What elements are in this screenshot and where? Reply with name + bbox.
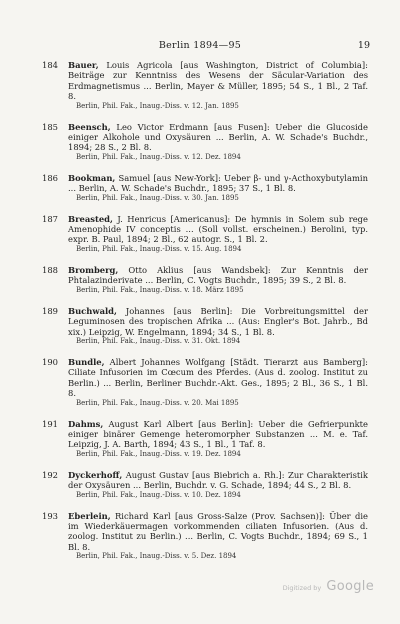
entry-text: Richard Karl [aus Gross-Salze (Prov. Sachsen)]: Über die im Wiederkäuermagen vorkommenden ciliaten Infusorien. (Aus d. zoolog. Institut zu Berlin.) ... Berlin, C. Vogts Buchdr., 1894; 69 S., 1 Bl. 8. [68, 510, 368, 552]
bibliography-entry [0, 122, 400, 163]
entry-number: 185 [42, 121, 58, 132]
entry-details: Berlin, Phil. Fak., Inaug.-Diss. v. 19. Dez. 1894 [76, 449, 241, 458]
entry-text: Louis Agricola [aus Washington, District of Columbia]: Beiträge zur Kenntniss des Wesens der Säcular-Variation des Erdmagnetismus ... Berlin, Mayer & Müller, 1895; 54 S., 1 Bl., 2 Taf. 8. [68, 60, 368, 102]
bibliography-entry [0, 419, 400, 460]
entry-author: Dahms, [68, 418, 104, 429]
entry-text: August Gustav [aus Biebrich a. Rh.]: Zur Charakteristik der Oxysäuren ... Berlin, Buchdr. v. G. Schade, 1894; 44 S., 2 Bl. 8. [68, 469, 368, 491]
entry-author: Eberlein, [68, 510, 111, 521]
entry-details: Berlin, Phil. Fak., Inaug.-Diss. v. 10. Dez. 1894 [76, 490, 241, 499]
entry-text: J. Henricus [Americanus]: De hymnis in Solem sub rege Amenophide IV conceptis ... (Soll vollst. erscheinen.) Berolini, typ. expr. B. Paul, 1894; 2 Bl., 62 autogr. S., 1 Bl. 2. [68, 213, 368, 245]
entry-body [68, 60, 368, 111]
entry-body [68, 214, 368, 255]
bibliography-entry [0, 470, 400, 500]
entry-details: Berlin, Phil. Fak., Inaug.-Diss. v. 31. Okt. 1894 [76, 336, 241, 345]
entry-number: 191 [42, 418, 58, 429]
bibliography-entry [0, 214, 400, 255]
entry-text: August Karl Albert [aus Berlin]: Ueber die Gefrierpunkte einiger binärer Gemenge heteromorpher Substanzen ... M. e. Taf. Leipzig, J. A. Barth, 1894; 43 S., 1 Bl., 1 Taf. 8. [68, 418, 368, 450]
entry-author: Bundle, [68, 356, 105, 367]
bibliography-entry [0, 173, 400, 203]
page-header [0, 40, 400, 54]
entry-body [68, 265, 368, 295]
watermark [283, 575, 374, 594]
entry-details: Berlin, Phil. Fak., Inaug.-Diss. v. 15. Aug. 1894 [76, 244, 242, 253]
entry-author: Breasted, [68, 213, 113, 224]
entry-author: Bauer, [68, 60, 99, 70]
entry-number: 184 [42, 60, 58, 70]
entry-number: 190 [42, 356, 58, 367]
entry-author: Beensch, [68, 121, 111, 132]
bibliography-entry [0, 511, 400, 562]
entry-body [68, 470, 368, 500]
entry-details: Berlin, Phil. Fak., Inaug.-Diss. v. 12. Dez. 1894 [76, 152, 241, 161]
entry-author: Bookman, [68, 172, 116, 183]
entry-number: 193 [42, 510, 58, 521]
entry-body [68, 419, 368, 460]
page-number: 19 [357, 40, 370, 51]
entry-author: Bromberg, [68, 264, 119, 275]
entry-number: 187 [42, 213, 58, 224]
entry-text: Johannes [aus Berlin]: Die Vorbreitungsmittel der Leguminosen des tropischen Afrika ... (Aus: Engler's Bot. Jahrb., Bd xix.) Leipzig, W. Engelmann, 1894; 34 S., 1 Bl. 8. [68, 305, 368, 337]
entry-author: Buchwald, [68, 305, 117, 316]
entry-text: Samuel [aus New-York]: Ueber β- und γ-Acthoxybutylamin ... Berlin, A. W. Schade's Buchdr., 1895; 37 S., 1 Bl. 8. [68, 172, 368, 194]
bibliography-entry [0, 265, 400, 295]
entry-body [68, 306, 368, 347]
bibliography-entry [0, 357, 400, 408]
entry-list [0, 60, 400, 572]
entry-author: Dyckerhoff, [68, 469, 123, 480]
entry-text: Leo Victor Erdmann [aus Fusen]: Ueber die Glucoside einiger Alkohole und Oxysäuren ... Berlin, A. W. Schade's Buchdr., 1894; 28 S., 2 Bl. 8. [68, 121, 368, 153]
running-title: Berlin 1894—95 [158, 40, 242, 51]
entry-number: 189 [42, 305, 58, 316]
entry-details: Berlin, Phil. Fak., Inaug.-Diss. v. 18. März 1895 [76, 285, 244, 294]
watermark-prefix: Digitized by [282, 584, 322, 592]
bibliography-entry [0, 60, 400, 111]
entry-details: Berlin, Phil. Fak., Inaug.-Diss. v. 12. Jan. 1895 [76, 101, 239, 110]
entry-body [68, 357, 368, 408]
entry-number: 188 [42, 264, 58, 275]
entry-number: 186 [42, 172, 58, 183]
entry-text: Otto Aklius [aus Wandsbek]: Zur Kenntnis der Phtalazinderivate ... Berlin, C. Vogts Buchdr., 1895; 39 S., 2 Bl. 8. [68, 264, 368, 286]
entry-details: Berlin, Phil. Fak., Inaug.-Diss. v. 5. Dez. 1894 [76, 552, 237, 561]
watermark-brand: Google [326, 579, 374, 594]
entry-body [68, 511, 368, 562]
entry-details: Berlin, Phil. Fak., Inaug.-Diss. v. 30. Jan. 1895 [76, 193, 239, 202]
entry-body [68, 173, 368, 203]
entry-text: Albert Johannes Wolfgang [Städt. Tierarzt aus Bamberg]: Ciliate Infusorien im Cœcum des Pferdes. (Aus d. zoolog. Institut zu Berlin.) ... Berlin, Berliner Buchdr.-Akt. Ges., 1895; 2 Bl., 36 S., 1 Bl. 8. [68, 356, 368, 399]
entry-details: Berlin, Phil. Fak., Inaug.-Diss. v. 20. Mai 1895 [76, 398, 239, 407]
entry-body [68, 122, 368, 163]
entry-number: 192 [42, 469, 58, 480]
bibliography-entry [0, 306, 400, 347]
